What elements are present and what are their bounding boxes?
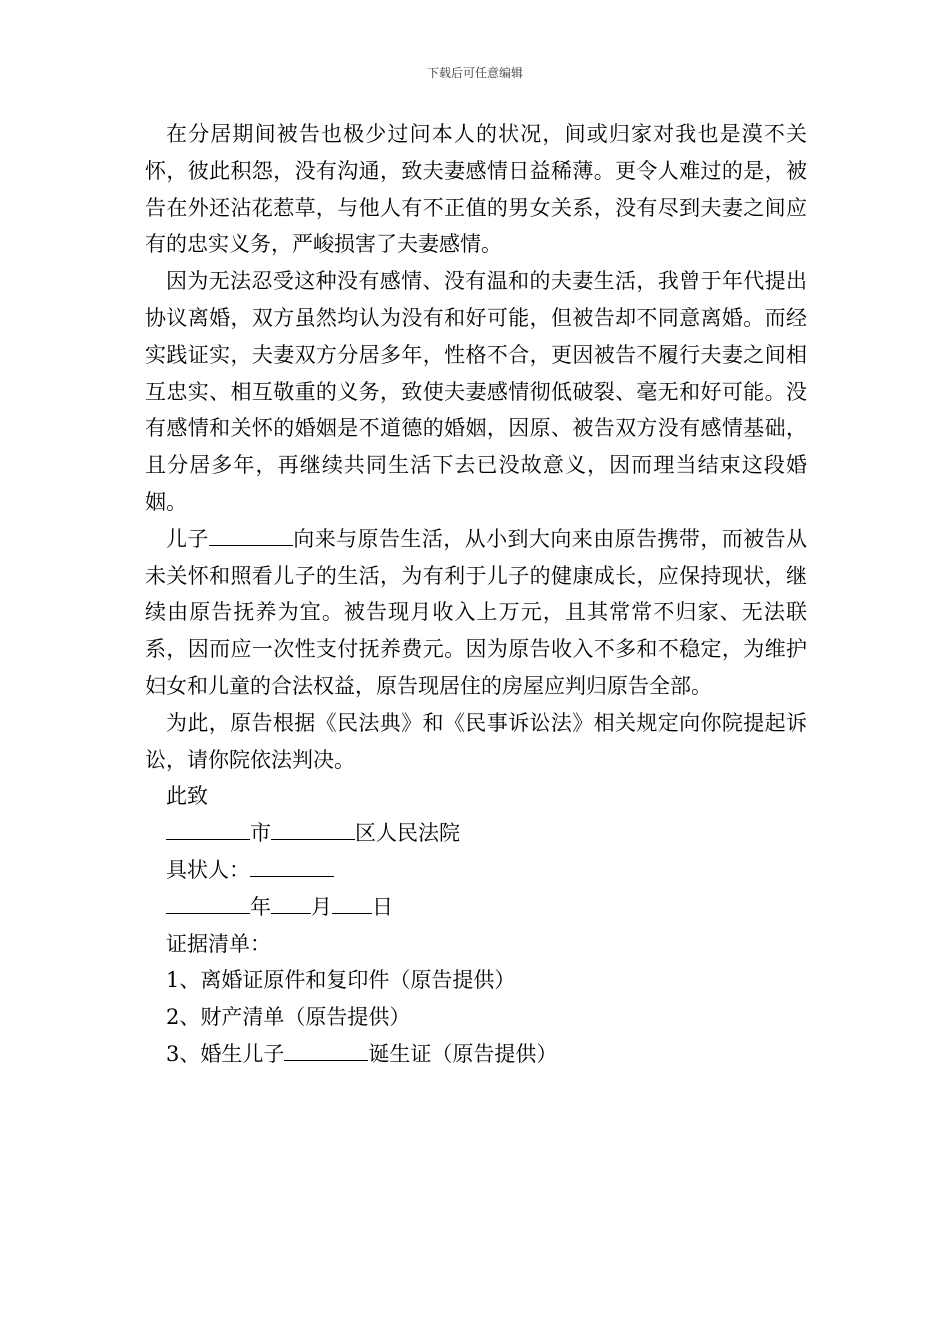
paragraph-closing: 为此，原告根据《民法典》和《民事诉讼法》相关规定向你院提起诉讼，请你院依法判决。 <box>145 710 807 772</box>
son-name-blank-2 <box>284 1041 368 1061</box>
year-blank <box>166 894 250 914</box>
city-suffix: 市 <box>250 821 271 846</box>
evidence-item-2: 2、财产清单（原告提供） <box>166 1005 411 1030</box>
son-name-blank <box>209 526 293 546</box>
document-body <box>145 116 807 1073</box>
evidence-item-3-label: 3、婚生儿子 <box>166 1041 285 1066</box>
son-custody-text: 向来与原告生活，从小到大向来由原告携带，而被告从未关怀和照看儿子的生活，为有利于儿子的健康成长，应保持现状，继续由原告抚养为宜。被告现月收入上万元，且其常常不归家、无法联系，因而应一次性支付抚养费元。因为原告收入不多和不稳定，为维护妇女和儿童的合法权益，原告现居住的房屋应判归原告全部。 <box>145 526 808 698</box>
plaintiff-label: 具状人： <box>166 857 250 882</box>
page-header: 下载后可任意编辑 <box>426 66 523 80</box>
year-label: 年 <box>250 894 271 919</box>
evidence-title: 证据清单： <box>166 931 271 956</box>
court-line <box>145 815 807 852</box>
paragraph-divorce-request: 因为无法忍受这种没有感情、没有温和的夫妻生活，我曾于年代提出协议离婚，双方虽然均认为没有和好可能，但被告却不同意离婚。而经实践证实，夫妻双方分居多年，性格不合，更因被告不履行夫妻之间相互忠实、相互敬重的义务，致使夫妻感情彻低破裂、毫无和好可能。没有感情和关怀的婚姻是不道德的婚姻，因原、被告双方没有感情基础，且分居多年，再继续共同生活下去已没故意义，因而理当结束这段婚姻。 <box>145 269 807 514</box>
month-label: 月 <box>311 894 332 919</box>
plaintiff-line <box>145 852 807 889</box>
day-label: 日 <box>372 894 393 919</box>
son-label: 儿子 <box>166 526 209 551</box>
month-blank <box>271 894 311 914</box>
evidence-item-3 <box>145 1036 807 1073</box>
paragraph-son-custody <box>145 521 807 705</box>
court-suffix: 区人民法院 <box>355 821 460 846</box>
date-line <box>145 889 807 926</box>
evidence-item-3-suffix: 诞生证（原告提供） <box>368 1041 558 1066</box>
paragraph-separation: 在分居期间被告也极少过问本人的状况，间或归家对我也是漠不关怀，彼此积怨，没有沟通，致夫妻感情日益稀薄。更令人难过的是，被告在外还沾花惹草，与他人有不正值的男女关系，没有尽到夫妻之间应有的忠实义务，严峻损害了夫妻感情。 <box>145 122 807 257</box>
day-blank <box>332 894 372 914</box>
evidence-item-1: 1、离婚证原件和复印件（原告提供） <box>166 968 516 993</box>
district-blank <box>271 820 355 840</box>
city-blank <box>166 820 250 840</box>
salutation: 此致 <box>166 784 208 809</box>
plaintiff-blank <box>250 857 334 877</box>
